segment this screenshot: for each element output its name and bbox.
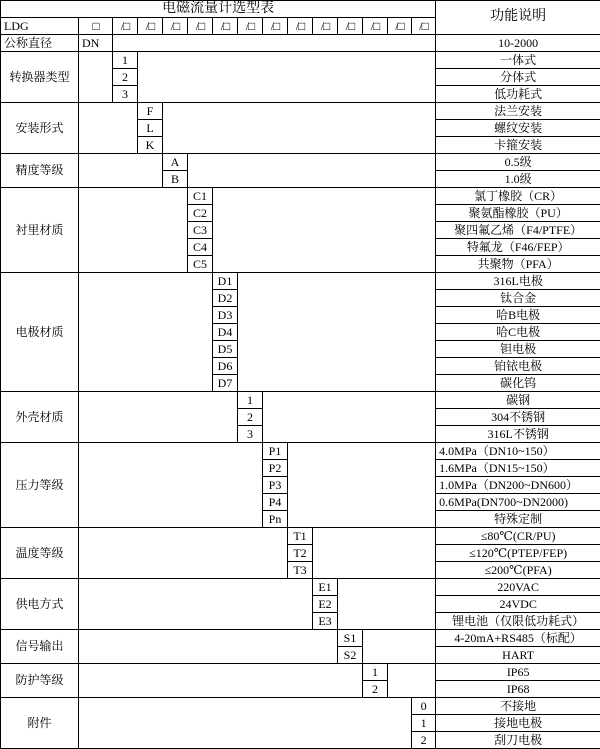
empty-cell xyxy=(363,630,436,664)
option-code: T3 xyxy=(288,562,313,579)
option-desc: 螺纹安装 xyxy=(436,120,600,137)
option-desc: 卡箍安装 xyxy=(436,137,600,154)
model-slot-box: /□ xyxy=(163,18,188,35)
option-desc: 低功耗式 xyxy=(436,86,600,103)
option-code: D2 xyxy=(213,290,238,307)
option-code: P1 xyxy=(263,443,288,460)
model-slot-box: /□ xyxy=(113,18,138,35)
option-code: DN xyxy=(79,35,113,52)
option-code: 3 xyxy=(113,86,138,103)
option-desc: 1.0级 xyxy=(436,171,600,188)
category-label: 温度等级 xyxy=(1,528,79,579)
table-row xyxy=(1,52,600,69)
option-desc: ≤200℃(PFA) xyxy=(436,562,600,579)
option-code: 1 xyxy=(412,715,436,732)
option-desc: 氯丁橡胶（CR） xyxy=(436,188,600,205)
option-desc: 不接地 xyxy=(436,698,600,715)
empty-cell xyxy=(79,103,138,154)
option-code: S1 xyxy=(338,630,363,647)
option-code: 3 xyxy=(238,426,263,443)
category-label: 外壳材质 xyxy=(1,392,79,443)
option-desc: 碳化钨 xyxy=(436,375,600,392)
option-code: C5 xyxy=(188,256,213,273)
empty-cell xyxy=(79,630,338,664)
table-row xyxy=(1,579,600,596)
option-desc: 共聚物（PFA） xyxy=(436,256,600,273)
option-desc: 24VDC xyxy=(436,596,600,613)
option-desc: 哈C电极 xyxy=(436,324,600,341)
option-code: F xyxy=(138,103,163,120)
model-slot-box: /□ xyxy=(338,18,363,35)
table-row xyxy=(1,443,600,460)
option-code: 2 xyxy=(238,409,263,426)
option-code: T2 xyxy=(288,545,313,562)
option-code: K xyxy=(138,137,163,154)
table-row xyxy=(1,35,600,52)
table-row xyxy=(1,103,600,120)
option-desc: 10-2000 xyxy=(436,35,600,52)
model-slot-box: /□ xyxy=(388,18,412,35)
option-desc: 4-20mA+RS485（标配） xyxy=(436,630,600,647)
option-desc: 特氟龙（F46/FEP） xyxy=(436,239,600,256)
table-row xyxy=(1,698,600,715)
option-desc: 铂铱电极 xyxy=(436,358,600,375)
empty-cell xyxy=(238,273,436,392)
model-slot-box: /□ xyxy=(138,18,163,35)
table-row xyxy=(1,154,600,171)
table-row xyxy=(1,392,600,409)
category-label-diameter: 公称直径 xyxy=(1,35,79,52)
option-code: D6 xyxy=(213,358,238,375)
empty-cell xyxy=(79,154,163,188)
option-code: L xyxy=(138,120,163,137)
model-slot-box: /□ xyxy=(238,18,263,35)
category-label: 安装形式 xyxy=(1,103,79,154)
empty-cell xyxy=(79,579,313,630)
model-slot-box: /□ xyxy=(412,18,436,35)
empty-cell xyxy=(388,664,436,698)
empty-cell xyxy=(313,528,436,579)
model-slot-box: /□ xyxy=(288,18,313,35)
model-slot-box: /□ xyxy=(263,18,288,35)
option-code: 2 xyxy=(412,732,436,749)
category-label: 转换器类型 xyxy=(1,52,79,103)
option-code: P4 xyxy=(263,494,288,511)
option-code: D4 xyxy=(213,324,238,341)
option-desc: 分体式 xyxy=(436,69,600,86)
option-desc: 0.6MPa(DN700~DN2000) xyxy=(436,494,600,511)
option-code: 2 xyxy=(363,681,388,698)
option-code: E1 xyxy=(313,579,338,596)
empty-cell xyxy=(79,664,363,698)
selection-table-body xyxy=(1,1,600,749)
option-desc: IP65 xyxy=(436,664,600,681)
empty-cell xyxy=(79,188,188,273)
empty-cell xyxy=(163,103,436,154)
empty-cell xyxy=(113,35,436,52)
option-desc: 4.0MPa（DN10~150） xyxy=(436,443,600,460)
option-code: 1 xyxy=(363,664,388,681)
table-row xyxy=(1,528,600,545)
option-code: C2 xyxy=(188,205,213,222)
function-column-header: 功能说明 xyxy=(436,1,600,35)
category-label: 精度等级 xyxy=(1,154,79,188)
page-title: 电磁流量计选型表 xyxy=(1,1,436,18)
table-row xyxy=(1,1,600,18)
model-prefix: LDG xyxy=(1,18,79,35)
option-code: 1 xyxy=(113,52,138,69)
empty-cell xyxy=(79,273,213,392)
option-code: C4 xyxy=(188,239,213,256)
empty-cell xyxy=(263,392,436,443)
option-desc: 一体式 xyxy=(436,52,600,69)
empty-cell xyxy=(79,528,288,579)
category-label: 信号输出 xyxy=(1,630,79,664)
category-label: 压力等级 xyxy=(1,443,79,528)
empty-cell xyxy=(79,392,238,443)
empty-cell xyxy=(79,698,412,749)
option-code: E3 xyxy=(313,613,338,630)
option-desc: 聚氨酯橡胶（PU） xyxy=(436,205,600,222)
option-code: 1 xyxy=(238,392,263,409)
option-code: B xyxy=(163,171,188,188)
option-desc: ≤80℃(CR/PU) xyxy=(436,528,600,545)
category-label: 附件 xyxy=(1,698,79,749)
option-desc: 钽电极 xyxy=(436,341,600,358)
model-first-box: □ xyxy=(79,18,113,35)
option-code: E2 xyxy=(313,596,338,613)
option-desc: ≤120℃(PTEP/FEP) xyxy=(436,545,600,562)
option-desc: 碳钢 xyxy=(436,392,600,409)
table-row xyxy=(1,273,600,290)
option-desc: 1.6MPa（DN15~150） xyxy=(436,460,600,477)
empty-cell xyxy=(338,579,436,630)
option-code: D1 xyxy=(213,273,238,290)
table-row xyxy=(1,630,600,647)
option-code: S2 xyxy=(338,647,363,664)
option-desc: 0.5级 xyxy=(436,154,600,171)
option-code: C1 xyxy=(188,188,213,205)
option-code: D7 xyxy=(213,375,238,392)
option-code: A xyxy=(163,154,188,171)
option-code: D5 xyxy=(213,341,238,358)
option-desc: 1.0MPa（DN200~DN600） xyxy=(436,477,600,494)
option-code: T1 xyxy=(288,528,313,545)
category-label: 供电方式 xyxy=(1,579,79,630)
category-label: 衬里材质 xyxy=(1,188,79,273)
option-desc: IP68 xyxy=(436,681,600,698)
option-desc: 接地电极 xyxy=(436,715,600,732)
model-slot-box: /□ xyxy=(188,18,213,35)
option-desc: 316L电极 xyxy=(436,273,600,290)
empty-cell xyxy=(138,52,436,103)
option-desc: 304不锈钢 xyxy=(436,409,600,426)
option-code: C3 xyxy=(188,222,213,239)
empty-cell xyxy=(288,443,436,528)
option-desc: 316L不锈钢 xyxy=(436,426,600,443)
table-row xyxy=(1,188,600,205)
model-slot-box: /□ xyxy=(363,18,388,35)
empty-cell xyxy=(188,154,436,188)
option-desc: 聚四氟乙烯（F4/PTFE） xyxy=(436,222,600,239)
option-desc: 哈B电极 xyxy=(436,307,600,324)
option-desc: 锂电池（仅限低功耗式） xyxy=(436,613,600,630)
option-desc: 刮刀电极 xyxy=(436,732,600,749)
option-code: P2 xyxy=(263,460,288,477)
option-code: 2 xyxy=(113,69,138,86)
option-desc: 220VAC xyxy=(436,579,600,596)
model-slot-box: /□ xyxy=(213,18,238,35)
option-desc: 法兰安装 xyxy=(436,103,600,120)
empty-cell xyxy=(79,443,263,528)
empty-cell xyxy=(79,52,113,103)
model-slot-box: /□ xyxy=(313,18,338,35)
category-label: 防护等级 xyxy=(1,664,79,698)
option-code: 0 xyxy=(412,698,436,715)
option-code: D3 xyxy=(213,307,238,324)
category-label: 电极材质 xyxy=(1,273,79,392)
empty-cell xyxy=(213,188,436,273)
option-desc: 特殊定制 xyxy=(436,511,600,528)
table-row xyxy=(1,664,600,681)
option-desc: 钛合金 xyxy=(436,290,600,307)
option-desc: HART xyxy=(436,647,600,664)
option-code: P3 xyxy=(263,477,288,494)
option-code: Pn xyxy=(263,511,288,528)
